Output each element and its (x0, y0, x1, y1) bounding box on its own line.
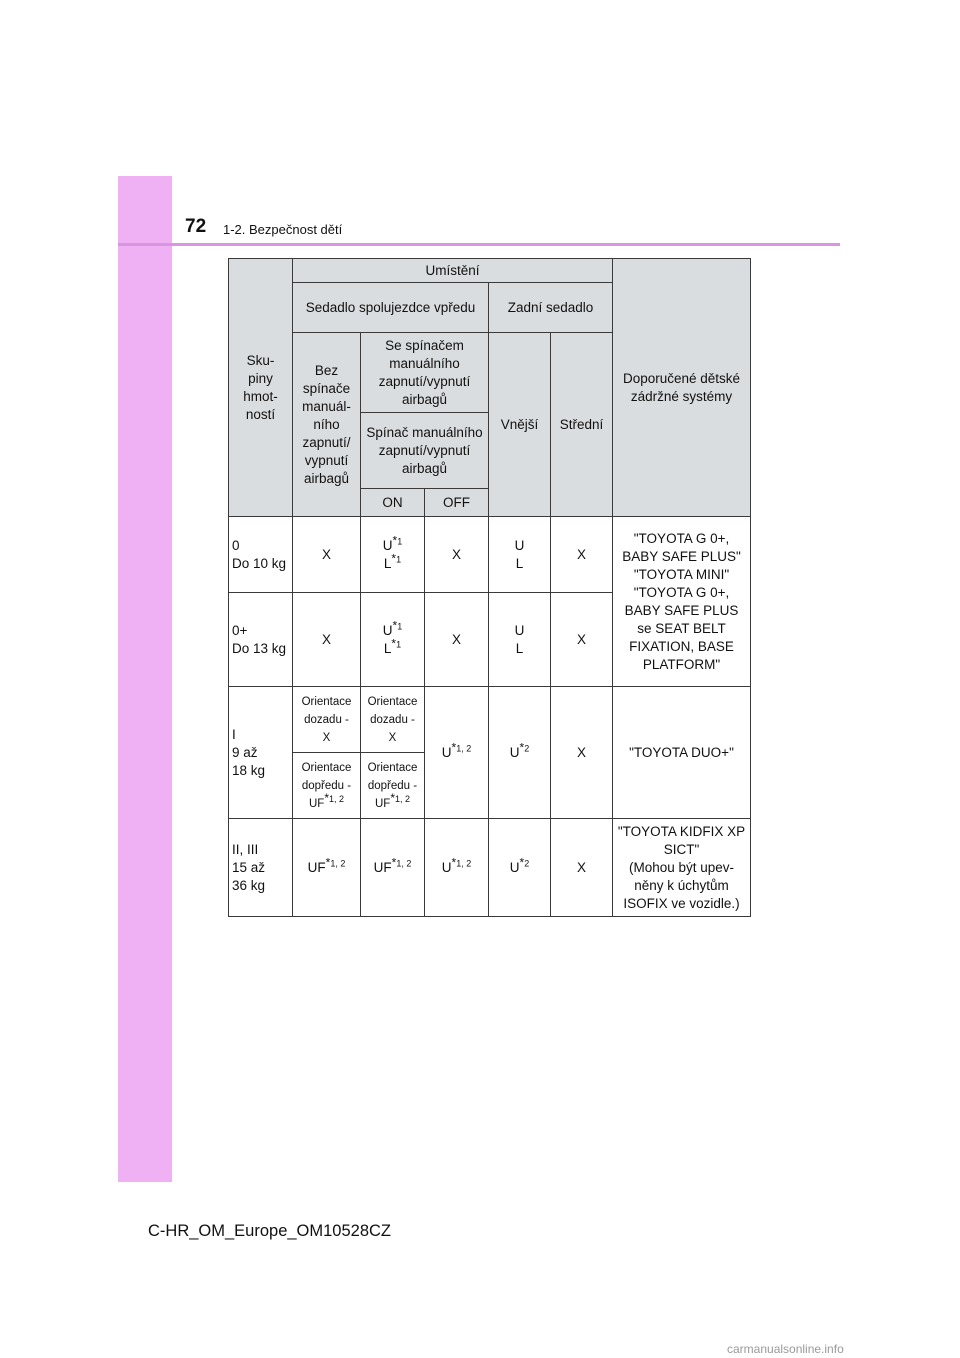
row-0-center: X (551, 517, 613, 593)
watermark: carmanualsonline.info (727, 1342, 844, 1356)
row-3-recommended-systems: "TOYOTA KIDFIX XP SICT" (Mohou být upev- něny k úchytům ISOFIX ve vozidle.) (613, 819, 751, 917)
row-0-1-recommended-systems: "TOYOTA G 0+, BABY SAFE PLUS" "TOYOTA MINI" "TOYOTA G 0+, BABY SAFE PLUS se SEAT BELT FIXATION, BASE PLATFORM" (613, 517, 751, 687)
row-0-outer: U L (489, 517, 551, 593)
row-group-0plus: 0+ Do 13 kg (229, 593, 293, 687)
row-2-switch-on-rear-facing: Orientace dozadu - X (361, 687, 425, 753)
row-3-outer: U*$^2$ (489, 819, 551, 917)
row-2-outer: U*$^2$ (489, 687, 551, 819)
header-outer-seat: Vnější (489, 333, 551, 517)
header-center-seat: Střední (551, 333, 613, 517)
row-2-no-switch-rear-facing: Orientace dozadu - X (293, 687, 361, 753)
row-3-no-switch: UF*$^{1, 2}$ (293, 819, 361, 917)
header-airbag-switch: Spínač manuálního zapnutí/vypnutí airbagů (361, 413, 489, 489)
row-3-center: X (551, 819, 613, 917)
document-id: C-HR_OM_Europe_OM10528CZ (148, 1222, 392, 1240)
side-tab-bar (118, 176, 172, 1182)
row-2-switch-on-forward-facing: Orientace dopředu - UF*$^{1, 2}$ (361, 753, 425, 819)
row-1-switch-on: U*$^1$ L*$^1$ (361, 593, 425, 687)
row-2-switch-off: U*$^{1, 2}$ (425, 687, 489, 819)
header-front-passenger-seat: Sedadlo spolujezdce vpředu (293, 283, 489, 333)
header-placement: Umístění (293, 259, 613, 283)
row-2-no-switch-forward-facing: Orientace dopředu - UF*$^{1, 2}$ (293, 753, 361, 819)
header-switch-on: ON (361, 489, 425, 517)
row-0-switch-on: U*$^1$ L*$^1$ (361, 517, 425, 593)
row-3-switch-off: U*$^{1, 2}$ (425, 819, 489, 917)
header-no-airbag-switch: Bez spínače manuál- ního zapnutí/ vypnutí airbagů (293, 333, 361, 517)
row-1-switch-off: X (425, 593, 489, 687)
header-rear-seat: Zadní sedadlo (489, 283, 613, 333)
row-group-1: I 9 až 18 kg (229, 687, 293, 819)
header-switch-off: OFF (425, 489, 489, 517)
row-0-switch-off: X (425, 517, 489, 593)
row-2-recommended-systems: "TOYOTA DUO+" (613, 687, 751, 819)
row-1-no-switch: X (293, 593, 361, 687)
section-title: 1-2. Bezpečnost dětí (223, 222, 343, 237)
row-group-2-3: II, III 15 až 36 kg (229, 819, 293, 917)
header-rule (118, 243, 840, 246)
row-1-center: X (551, 593, 613, 687)
row-3-switch-on: UF*$^{1, 2}$ (361, 819, 425, 917)
row-1-outer: U L (489, 593, 551, 687)
row-group-0: 0 Do 10 kg (229, 517, 293, 593)
header-recommended-systems: Doporučené dětské zádržné systémy (613, 259, 751, 517)
page-number: 72 (185, 216, 207, 237)
header-weight-group: Sku- piny hmot- ností (229, 259, 293, 517)
header-with-airbag-switch: Se spínačem manuálního zapnutí/vypnutí airbagů (361, 333, 489, 413)
row-0-no-switch: X (293, 517, 361, 593)
child-seat-table (228, 258, 751, 917)
row-2-center: X (551, 687, 613, 819)
